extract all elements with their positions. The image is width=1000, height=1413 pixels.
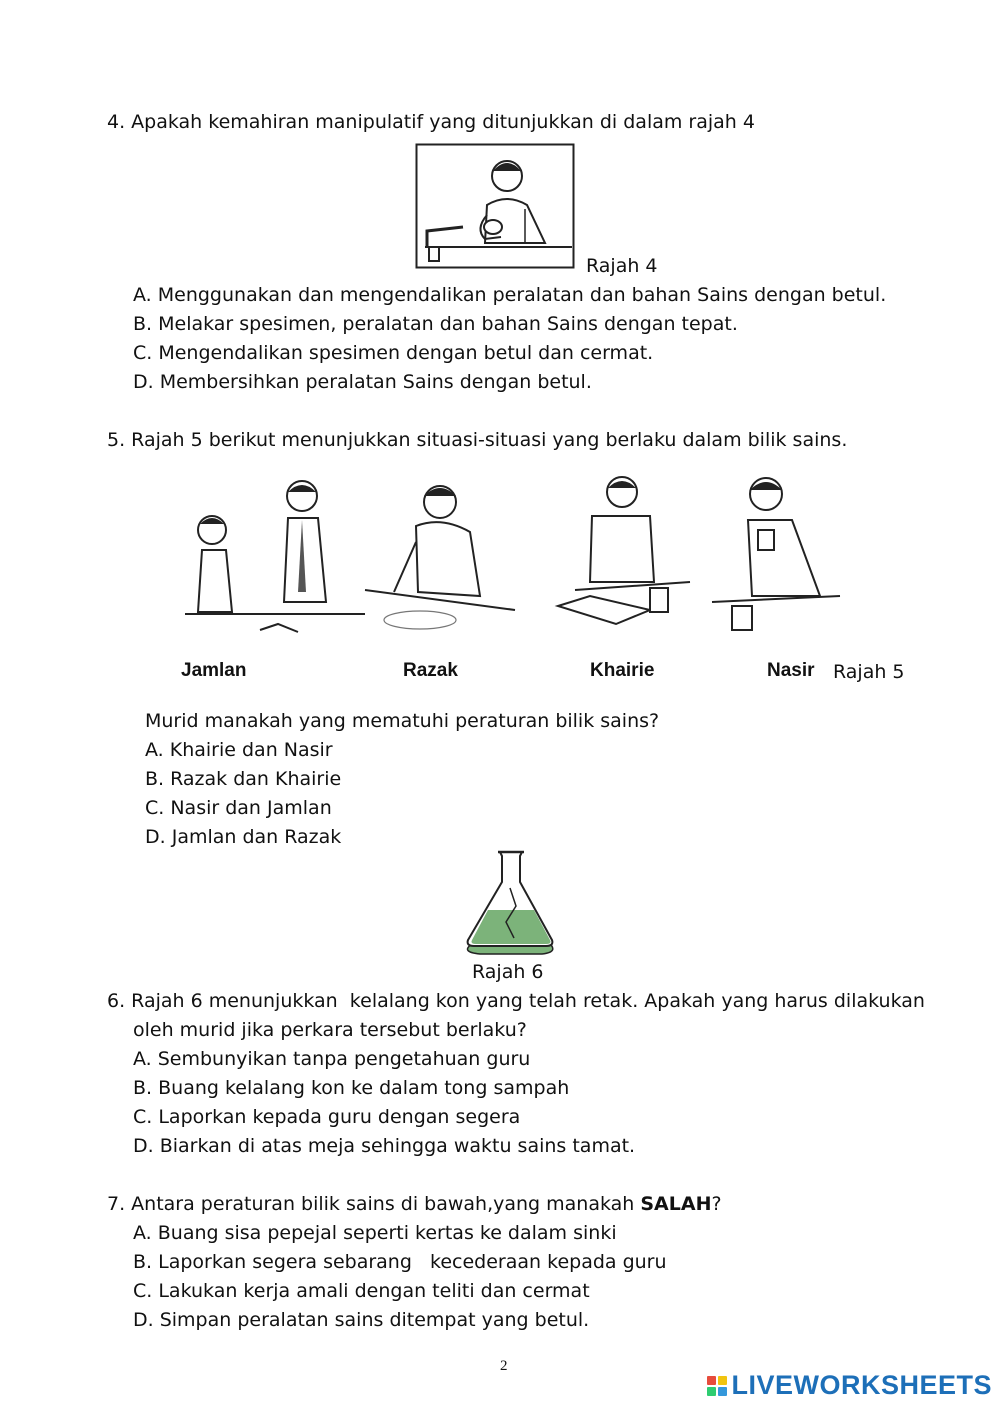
rajah-6-image (458, 848, 560, 958)
q4-option-c[interactable]: C. Mengendalikan spesimen dengan betul dan cermat. (133, 342, 654, 364)
q7-emphasis: SALAH (640, 1193, 712, 1215)
q5-question: 5. Rajah 5 berikut menunjukkan situasi-situasi yang berlaku dalam bilik sains. (107, 429, 848, 451)
q7-question (107, 1192, 722, 1216)
q4-option-d[interactable]: D. Membersihkan peralatan Sains dengan betul. (133, 371, 592, 393)
q7-option-c[interactable]: C. Lakukan kerja amali dengan teliti dan cermat (133, 1280, 590, 1302)
name-nasir: Nasir (767, 660, 815, 681)
jamlan-figure (185, 481, 365, 632)
name-khairie: Khairie (590, 660, 655, 681)
q5-option-b[interactable]: B. Razak dan Khairie (145, 768, 342, 790)
name-jamlan: Jamlan (181, 660, 247, 681)
liveworksheets-brand[interactable] (707, 1370, 992, 1401)
khairie-figure (558, 477, 690, 624)
q5-option-d[interactable]: D. Jamlan dan Razak (145, 826, 342, 848)
q6-option-a[interactable]: A. Sembunyikan tanpa pengetahuan guru (133, 1048, 531, 1070)
razak-figure (365, 486, 515, 629)
q7-option-b[interactable]: B. Laporkan segera sebarang kecederaan kepada guru (133, 1251, 667, 1273)
q7-question-end: ? (711, 1193, 722, 1215)
q6-question-line1: 6. Rajah 6 menunjukkan kelalang kon yang telah retak. Apakah yang harus dilakukan (107, 990, 925, 1012)
rajah-4-label: Rajah 4 (586, 255, 658, 277)
rajah-5-label: Rajah 5 (833, 661, 905, 683)
rajah-4-image (415, 143, 580, 271)
q6-option-d[interactable]: D. Biarkan di atas meja sehingga waktu sains tamat. (133, 1135, 636, 1157)
rajah-5-image (180, 472, 850, 647)
q6-option-b[interactable]: B. Buang kelalang kon ke dalam tong sampah (133, 1077, 570, 1099)
q6-option-c[interactable]: C. Laporkan kepada guru dengan segera (133, 1106, 521, 1128)
page-number: 2 (500, 1358, 508, 1374)
q6-question-line2: oleh murid jika perkara tersebut berlaku? (133, 1019, 527, 1041)
q7-option-d[interactable]: D. Simpan peralatan sains ditempat yang betul. (133, 1309, 590, 1331)
q7-question-text: 7. Antara peraturan bilik sains di bawah,yang manakah (107, 1193, 641, 1215)
q4-option-a[interactable]: A. Menggunakan dan mengendalikan peralatan dan bahan Sains dengan betul. (133, 284, 887, 306)
q5-option-c[interactable]: C. Nasir dan Jamlan (145, 797, 332, 819)
brand-text: LIVEWORKSHEETS (731, 1370, 992, 1400)
q4-option-b[interactable]: B. Melakar spesimen, peralatan dan bahan Sains dengan tepat. (133, 313, 738, 335)
liveworksheets-logo-icon (707, 1376, 727, 1396)
nasir-figure (712, 478, 840, 630)
q5-option-a[interactable]: A. Khairie dan Nasir (145, 739, 333, 761)
rajah-6-label: Rajah 6 (472, 961, 544, 983)
q4-question: 4. Apakah kemahiran manipulatif yang ditunjukkan di dalam rajah 4 (107, 111, 755, 133)
q5-prompt: Murid manakah yang mematuhi peraturan bilik sains? (145, 710, 660, 732)
name-razak: Razak (403, 660, 458, 681)
q7-option-a[interactable]: A. Buang sisa pepejal seperti kertas ke dalam sinki (133, 1222, 617, 1244)
